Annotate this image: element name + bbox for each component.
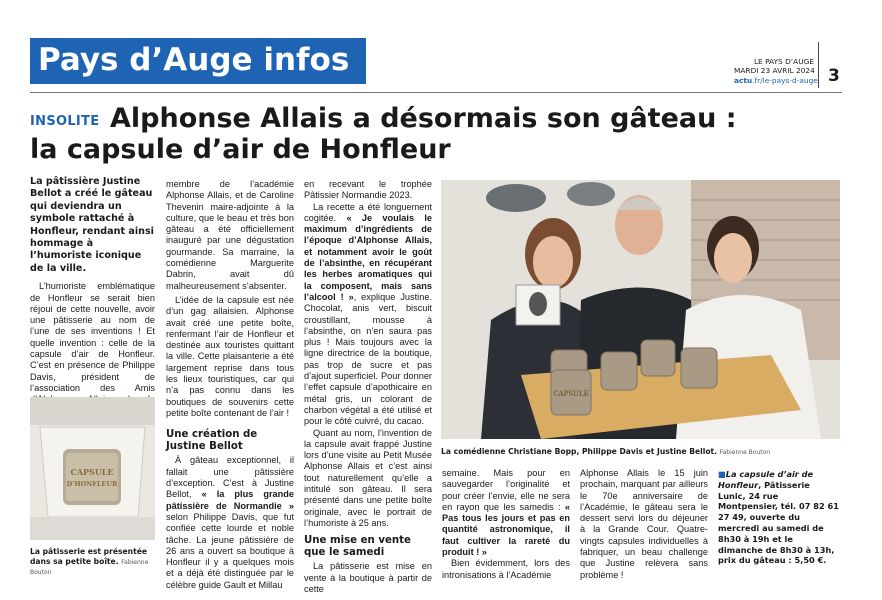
column-1 xyxy=(30,176,155,417)
box-label-1: CAPSULE xyxy=(70,467,114,477)
photo1-caption: La pâtisserie est présentée dans sa petite boîte. Fabienne Bouton xyxy=(30,547,149,576)
paragraph: Quant au nom, l’invention de la capsule avait frappé Justine lors d’une visite au Petit Musée Alphonse Allais et c’est ainsi tout naturellement qu’elle a intitulé son gâteau. Il sera présenté dans une petite boîte originale, avec le portrait de l’humoriste à 25 ans. xyxy=(304,427,432,528)
photo2-caption: La comédienne Christiane Bopp, Philippe Davis et Justine Bellot. Fabienne Bouton xyxy=(441,447,771,456)
subhead-sale: Une mise en vente que le samedi xyxy=(304,535,411,558)
column-5 xyxy=(580,468,708,581)
practical-info: ■La capsule d’air de Honfleur, Pâtisserie Lunic, 24 rue Montpensier, tél. 07 82 61 27 49, ouverte du mercredi au samedi de 8h30 à 19h et le dimanche de 8h30 à 13h, prix du gâteau : 5,50 €. xyxy=(718,469,839,566)
headline xyxy=(30,103,750,165)
page-number: 3 xyxy=(828,66,840,86)
edition-site: actu.fr/le-pays-d-auge xyxy=(734,75,818,85)
paragraph: Bien évidemment, lors des intronisations à l’Académie xyxy=(442,558,570,580)
section-title: Pays d’Auge infos xyxy=(38,42,350,78)
group-photo xyxy=(441,180,840,439)
kicker: INSOLITE xyxy=(30,114,100,129)
section-banner xyxy=(30,38,366,84)
column-3 xyxy=(304,179,432,595)
cake-label: CAPSULE xyxy=(553,390,589,398)
photo2-credit: Fabienne Bouton xyxy=(719,449,771,456)
paragraph: en recevant le trophée Pâtissier Normandie 2023. xyxy=(304,179,432,201)
edition-info xyxy=(734,57,818,85)
paragraph: La pâtisserie est mise en vente à la boutique à partir de cette xyxy=(304,561,432,594)
column-4 xyxy=(442,468,570,581)
box-label-2: D’HONFLEUR xyxy=(66,480,118,488)
column-2 xyxy=(166,179,294,591)
subhead-creation: Une création de Justine Bellot xyxy=(166,429,258,452)
paragraph: L’humoriste emblématique de Honfleur se serait bien réjoui de cette nouvelle, avoir une pâtisserie au nom de l’une de ses inventions ! Et quelle invention : celle de la capsule d’air de Honfleur. C’est en présence de Philippe Davis, président de l’association des Amis xyxy=(30,281,155,393)
header-rule xyxy=(30,92,842,93)
header-divider xyxy=(818,42,819,88)
cake-box-photo xyxy=(30,397,155,540)
paragraph: À gâteau exceptionnel, il fallait une pâtissière d’exception. C’est à Justine Bellot, « la plus grande pâtissière de Normandie » selon Philippe Davis, que fut confiée cette lourde et noble tâche. La jeune pâtissière de 26 ans a ouvert sa boutique à Honfleur il y a quelques mois et a déjà été distinguée par le célèbre guide Gault et Millau xyxy=(166,455,294,590)
paragraph: La recette a été longuement cogitée. « Je voulais le maximum d’ingrédients de l’époque d’Alphonse Allais, et notamment avoir le goût de l’absinthe, en récupérant les herbes aromatiques qui la composent, mais sans l’alcool ! », explique Justine. Chocolat, anis vert, biscuit croustillant, mousse à l’absinthe, on n’en saura pas plus ! Mais toujours avec la ligne directrice de la boutique, pas trop de sucre et pas d’ajout superficiel. Pour donner l’effet capsule d’apothicaire en métal gris, un colorant de charbon végétal a été utilisé et pour le côté cuivré, du cacao. xyxy=(304,201,433,427)
photo1-credit: Fabienne Bouton xyxy=(30,558,149,576)
lead-paragraph: La pâtissière Justine Bellot a créé le gâteau qui deviendra un symbole rattaché à Honfleur, rendant ainsi hommage à l’humoriste iconique de la ville. xyxy=(30,176,154,274)
paragraph: Alphonse Allais le 15 juin prochain, marquant par ailleurs le 70e anniversaire de l’Académie, le gâteau sera le dessert servi lors du déjeuner à la Grande Cour. Quatre-vingts capsules individuelles à fabriquer, un beau challenge que Justine relèvera sans problème ! xyxy=(580,468,708,580)
edition-name: LE PAYS D’AUGE xyxy=(753,57,814,66)
paragraph: semaine. Mais pour en sauvegarder l’originalité et pour créer l’envie, elle ne sera en rayon que les samedis : « Pas tous les jours et pas en quantité astronomique, il faut cultiver la rareté du produit ! » xyxy=(442,468,570,558)
edition-date: MARDI 23 AVRIL 2024 xyxy=(734,66,815,76)
headline-line-1: Alphonse Allais a désormais son gâteau : xyxy=(110,103,737,134)
paragraph: membre de l’académie Alphonse Allais, et de Caroline Thevenin maire-adjointe à la culture, que le beau et très bon gâteau a été officiellement inauguré par une dégustation gourmande. Sa marraine, la comédienne Marguerite Dabrin, avait dû malheureusement s’absenter. xyxy=(166,179,294,291)
paragraph: L’idée de la capsule est née d’un gag allaisien. Alphonse avait créé une petite boîte, renfermant l’air de Honfleur et destinée aux touristes quittant la ville. Cette plaisanterie a été largement reprise dans tous les lieux touristiques, car qui n’a pas connu dans les boutiques de souvenirs cette petite boîte contenant de l’air ! xyxy=(166,294,294,418)
headline-line-2: la capsule d’air de Honfleur xyxy=(30,134,451,165)
